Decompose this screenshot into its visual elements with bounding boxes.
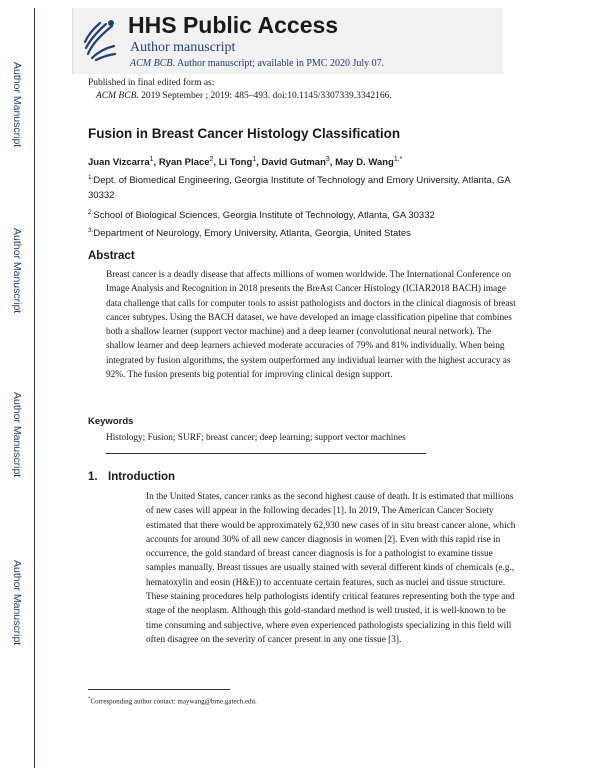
keywords-list: Histology; Fusion; SURF; breast cancer; deep learning; support vector machines — [106, 433, 406, 443]
affiliation-mark: 3. — [88, 227, 94, 234]
author-manuscript-subtitle: Author manuscript — [130, 40, 236, 55]
affiliation-2 — [88, 205, 528, 223]
author-name: Juan Vizcarra — [88, 157, 150, 169]
hhs-public-access-title: HHS Public Access — [128, 12, 339, 38]
author-list: Juan Vizcarra$^1$, Ryan Place$^2$, Li Tong$^1$, David Gutman$^3$, May D. Wang$^{1,*}$ — [88, 156, 403, 169]
pmc-availability — [130, 58, 384, 69]
footnote-text: Corresponding author contact: maywang@bme.gatech.edu. — [90, 697, 257, 706]
affiliation-text: School of Biological Sciences, Georgia Institute of Technology, Atlanta, GA 30332 — [93, 210, 435, 222]
author-affiliation-mark: 3 — [325, 156, 330, 163]
footnote-mark: * — [88, 697, 91, 702]
side-label-author-manuscript: Author Manuscript — [11, 560, 23, 646]
keywords-heading: Keywords — [88, 416, 134, 427]
paper-title: Fusion in Breast Cancer Histology Classification — [88, 126, 401, 141]
hhs-eagle-logo-icon — [78, 14, 118, 64]
keywords-divider — [106, 453, 426, 454]
section-title: Introduction — [108, 471, 176, 483]
affiliation-3 — [88, 223, 528, 241]
author-name: Li Tong — [218, 157, 253, 169]
author-affiliation-mark: 1 — [252, 156, 257, 163]
author-name: May D. Wang — [335, 157, 394, 169]
abstract-heading: Abstract — [88, 250, 135, 262]
journal-name: ACM BCB — [130, 58, 173, 69]
affiliation-text: Department of Neurology, Emory University, Atlanta, Georgia, United States — [93, 228, 411, 240]
side-label-author-manuscript: Author Manuscript — [11, 392, 23, 478]
affiliation-text: Dept. of Biomedical Engineering, Georgia Institute of Technology and Emory University, Atlanta, GA 30332 — [88, 175, 511, 202]
introduction-body: In the United States, cancer ranks as the second highest cause of death. It is estimated that millions of new cases will appear in the following decades [1]. In 2019, The American Cancer Society estimated that there would be approximately 62,930 new cases of in situ breast cancer alone, which accounts for around 30% of all new cancer diagnosis in women [2]. Even with this rapid rise in occurrence, the gold standard of breast cancer diagnosis is for a pathologist to examine tissue samples manually. Breast tissues are usually stained with several different kinds of chemicals (e.g., hematoxylin and eosin (H&E)) to accentuate certain features, such as nuclei and tissue structure. These staining procedures help pathologists identify critical features representing both the type and stage of the neoplasm. Although this gold-standard method is well trusted, it is well-known to be time consuming and subjective, where even experienced pathologists specializing in this field will often disagree on the severity of cancer present in any one tissue [3]. — [146, 492, 516, 645]
availability-text: . Author manuscript; available in PMC 2020 July 07. — [172, 58, 385, 69]
citation-line — [96, 91, 392, 101]
affiliation-mark: 1. — [88, 174, 94, 181]
citation-journal: ACM BCB — [96, 91, 137, 101]
published-label: Published in final edited form as: — [88, 78, 215, 88]
footnote — [88, 697, 257, 705]
side-label-author-manuscript: Author Manuscript — [11, 62, 23, 148]
side-label-author-manuscript: Author Manuscript — [11, 228, 23, 314]
abstract-body: Breast cancer is a deadly disease that affects millions of women worldwide. The International Conference on Image Analysis and Recognition in 2018 presents the BreAst Cancer Histology (ICIAR2018 BACH) image data challenge that calls for computer tools to assist pathologists and doctors in the clinical diagnosis of breast cancer subtypes. Using the BACH dataset, we have developed an image classification pipeline that combines both a shallow learner (support vector machine) and a deep learner (convolutional neural network). The shallow learner and deep learners achieved moderate accuracies of 79% and 81% individually. When being integrated by fusion algorithms, the system outperformed any individual learner with the highest accuracy as 92%. The fusion presents big potential for improving clinical design support. — [106, 270, 516, 381]
section-number: 1. — [88, 471, 98, 483]
author-affiliation-mark: 2 — [209, 156, 214, 163]
affiliation-1 — [88, 170, 528, 203]
margin-rule — [34, 8, 35, 768]
author-affiliation-mark: 1 — [149, 156, 154, 163]
author-name: Ryan Place — [158, 157, 210, 169]
affiliation-mark: 2. — [88, 209, 94, 216]
author-name: David Gutman — [261, 157, 326, 169]
citation-text: . 2019 September ; 2019: 485–493. doi:10.1145/3307339.3342166. — [136, 91, 392, 101]
introduction-heading — [88, 471, 175, 483]
footnote-divider — [88, 689, 230, 690]
author-affiliation-mark: 1,* — [393, 156, 403, 163]
